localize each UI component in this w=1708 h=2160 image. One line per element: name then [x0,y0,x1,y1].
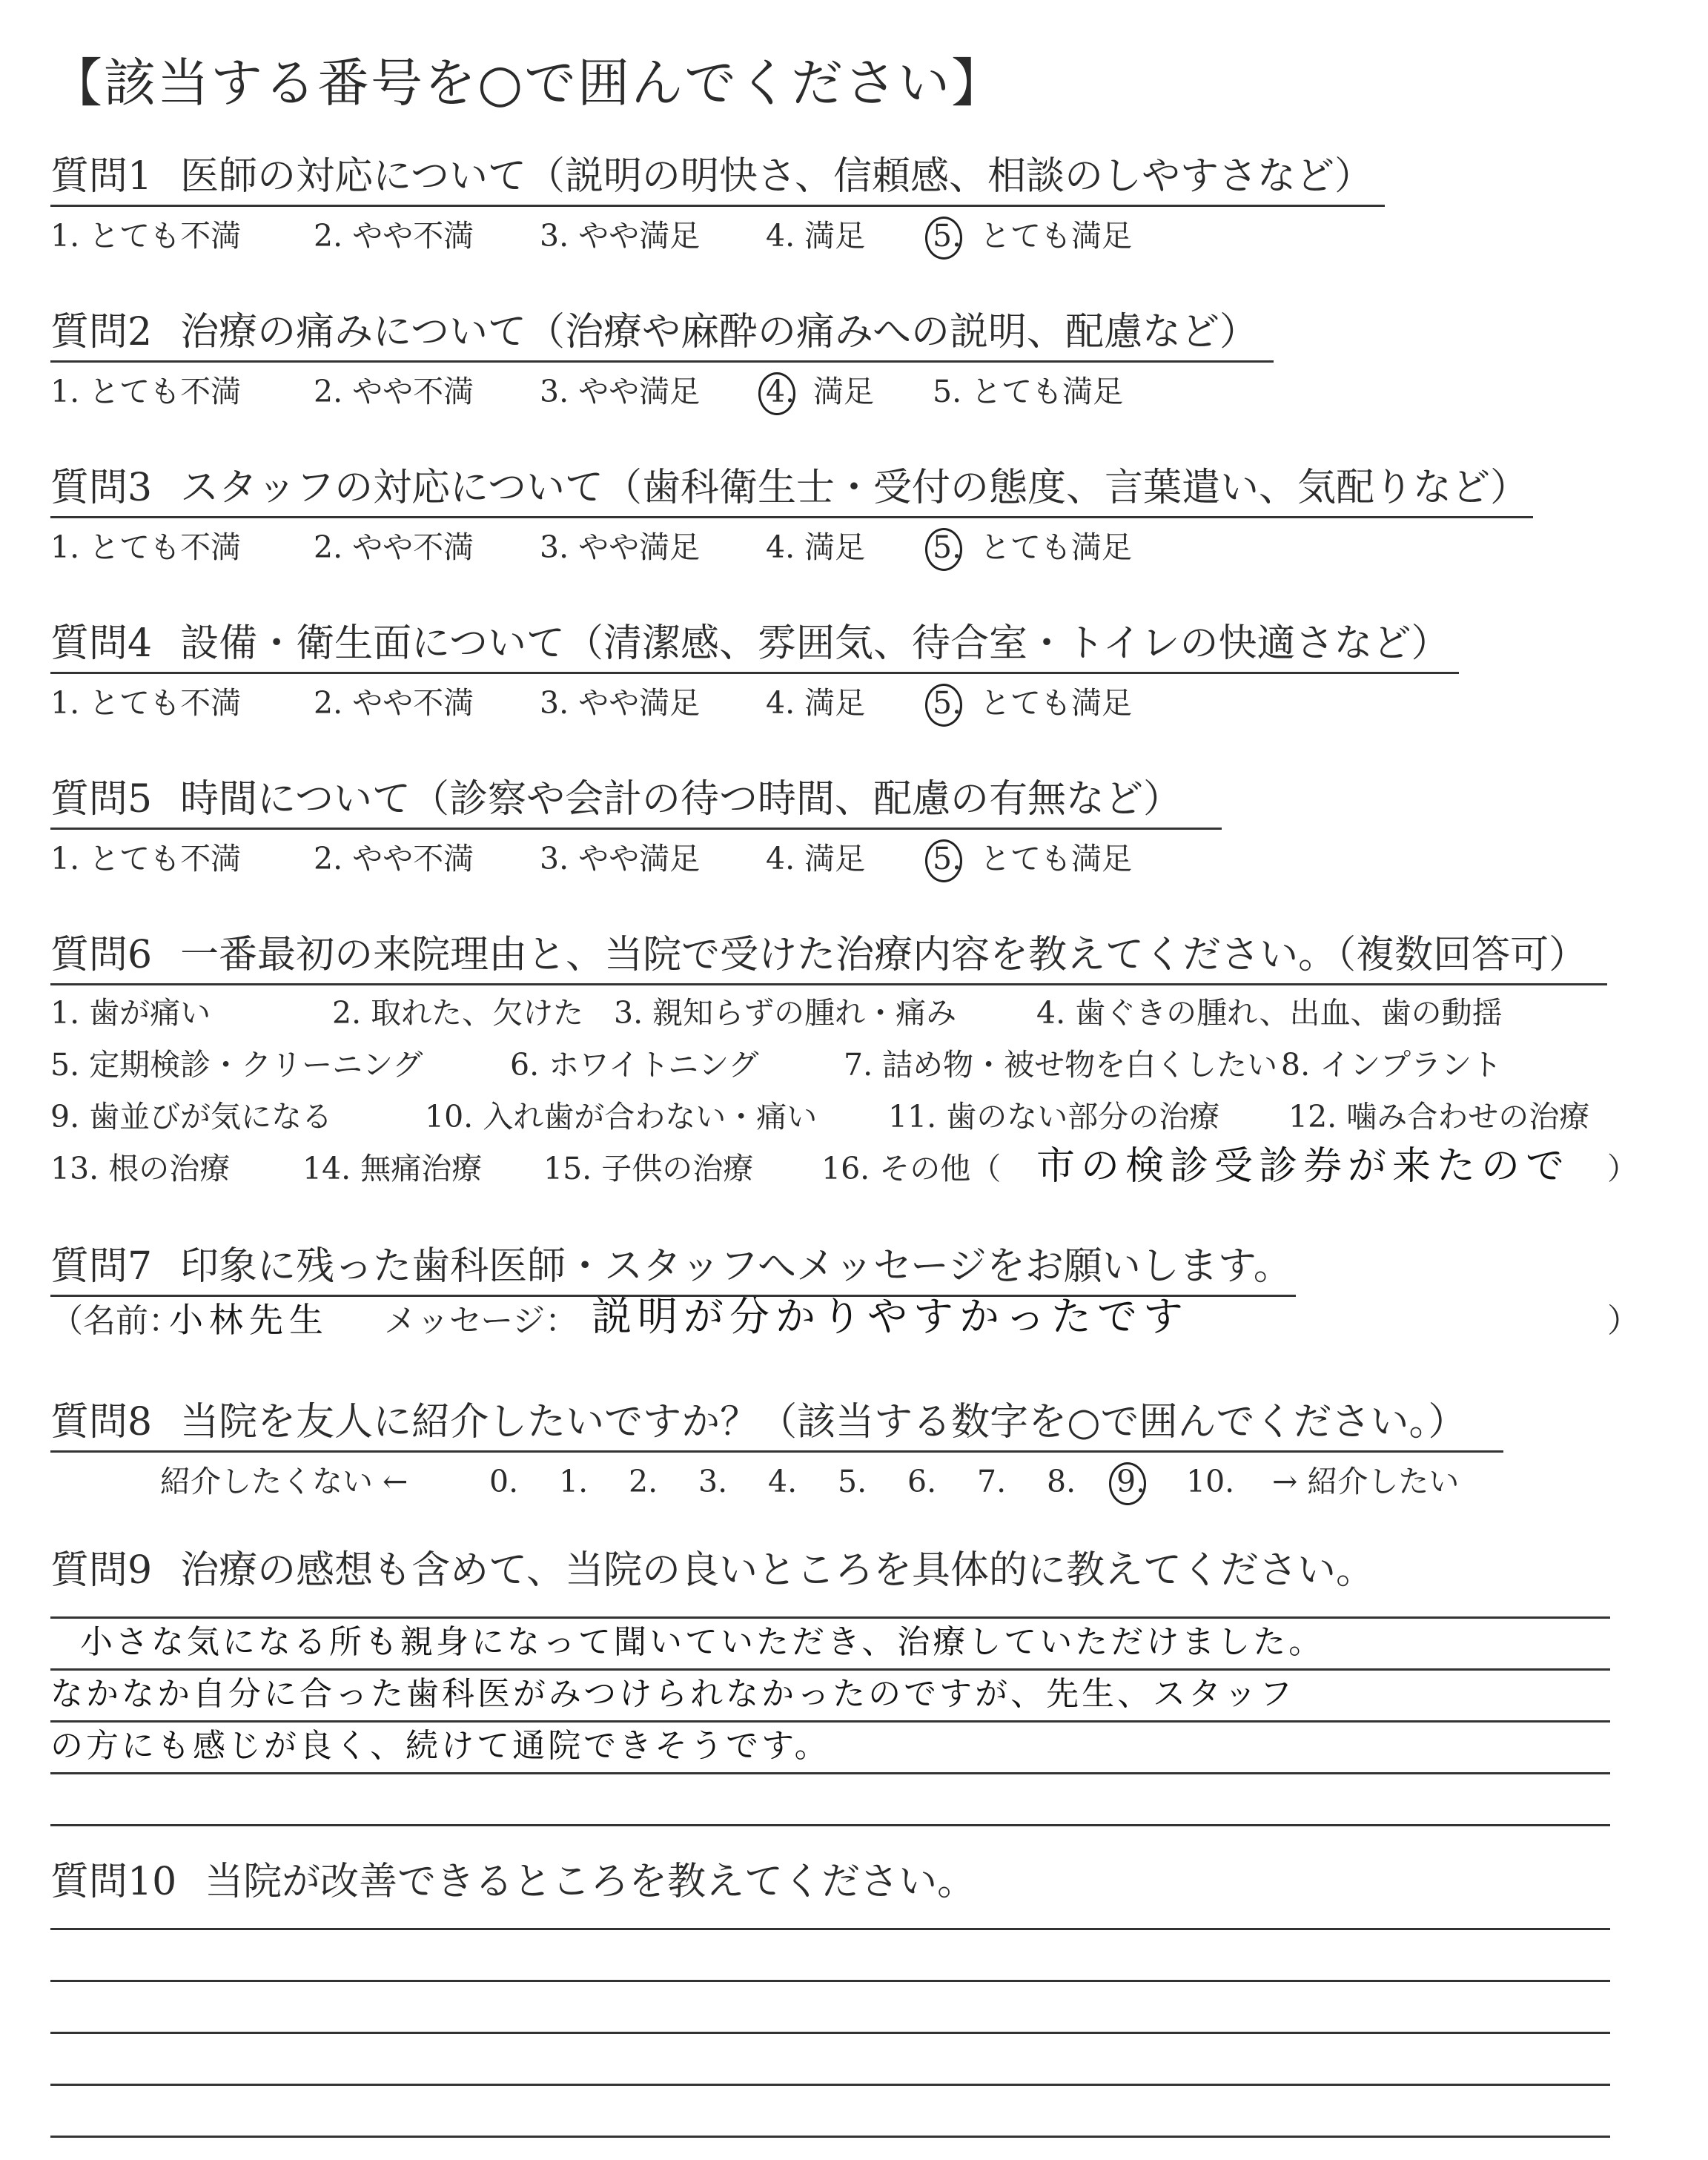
q10-ruled-line-1[interactable] [50,1928,1610,1930]
q5-selected-label: とても満足 [980,841,1132,876]
q4-option-5[interactable] [933,681,1132,725]
q5-selected-mark: 5. [933,836,980,881]
question-10-heading [50,1854,1088,1910]
q3-option-2[interactable]: 2. やや不満 [314,529,474,565]
q4-option-4[interactable]: 4. 満足 [766,685,866,721]
q6-option-4[interactable]: 4. 歯ぐきの腫れ、出血、歯の動揺 [1036,995,1503,1031]
question-8-heading [50,1394,1503,1453]
q4-option-3[interactable]: 3. やや満足 [540,685,701,721]
q6-option-5[interactable]: 5. 定期検診・クリーニング [50,1047,423,1083]
q1-option-3[interactable]: 3. やや満足 [540,218,701,254]
q5-option-4[interactable]: 4. 満足 [766,841,866,876]
question-6-heading [50,927,1607,985]
q9-answer-line-1[interactable]: 小さな気になる所も親身になって聞いていただき、治療していただけました。 [80,1623,1325,1661]
q1-option-2[interactable]: 2. やや不満 [314,218,474,254]
q3-selected-mark: 5. [933,525,980,569]
q6-option-16[interactable]: 16. その他（ [821,1151,1002,1186]
q8-scale-10[interactable]: 10. [1186,1464,1235,1499]
q8-scale-9[interactable] [1116,1459,1164,1504]
q2-option-2[interactable]: 2. やや不満 [314,374,474,409]
q8-scale-6[interactable]: 6. [907,1464,937,1499]
question-5-heading [50,771,1222,830]
q6-option-9[interactable]: 9. 歯並びが気になる [50,1099,333,1135]
q10-ruled-line-5[interactable] [50,2136,1610,2138]
q2-selected-mark: 4. [766,369,813,414]
question-9-number: 質問9 [50,1548,153,1593]
q6-option-3[interactable]: 3. 親知らずの腫れ・痛み [614,995,957,1031]
q1-option-5[interactable] [933,214,1132,258]
question-10-number: 質問10 [50,1860,177,1904]
q1-option-1[interactable]: 1. とても不満 [50,218,242,254]
q6-close-paren: ） [1607,1151,1638,1186]
q8-scale-8[interactable]: 8. [1047,1464,1076,1499]
q8-scale-1[interactable]: 1. [559,1464,589,1499]
q7-message-label: メッセージ： [384,1302,578,1340]
q5-option-1[interactable]: 1. とても不満 [50,841,242,876]
question-3-text: スタッフの対応について（歯科衛生士・受付の態度、言葉遣い、気配りなど） [180,466,1529,510]
q9-answer-line-2[interactable]: なかなか自分に合った歯科医がみつけられなかったのですが、先生、スタッフ [50,1675,1296,1713]
question-7-text: 印象に残った歯科医師・スタッフへメッセージをお願いします。 [180,1244,1292,1289]
question-2-heading [50,304,1274,363]
q5-option-2[interactable]: 2. やや不満 [314,841,474,876]
q7-message-value[interactable]: 説明が分かりやすかったです [592,1293,1189,1340]
q7-name-label: （名前： [50,1302,181,1340]
question-4-heading [50,615,1459,674]
question-7-number: 質問7 [50,1244,153,1289]
question-5-text: 時間について（診察や会計の待つ時間、配慮の有無など） [180,777,1182,822]
q2-selected-label: 満足 [813,374,874,409]
q10-ruled-line-4[interactable] [50,2084,1610,2086]
q8-left-label: 紹介したくない ← [160,1464,408,1499]
q3-selected-label: とても満足 [980,529,1132,565]
q2-option-3[interactable]: 3. やや満足 [540,374,701,409]
q2-option-4[interactable] [766,369,874,414]
question-10-text: 当院が改善できるところを教えてください。 [205,1860,976,1904]
q6-other-answer[interactable]: 市の検診受診券が来たので [1036,1144,1571,1189]
q3-option-5[interactable] [933,525,1132,569]
q5-option-5[interactable] [933,836,1132,881]
q8-scale-3[interactable]: 3. [698,1464,728,1499]
q6-option-10[interactable]: 10. 入れ歯が合わない・痛い [425,1099,818,1135]
q5-option-3[interactable]: 3. やや満足 [540,841,701,876]
q3-option-1[interactable]: 1. とても不満 [50,529,242,565]
question-1-number: 質問1 [50,154,153,199]
q3-option-3[interactable]: 3. やや満足 [540,529,701,565]
q7-close-paren: ） [1607,1302,1640,1340]
q6-option-1[interactable]: 1. 歯が痛い [50,995,211,1031]
question-5-number: 質問5 [50,777,153,822]
q8-scale-5[interactable]: 5. [838,1464,867,1499]
q6-option-15[interactable]: 15. 子供の治療 [543,1151,754,1186]
q8-selected-mark: 9. [1116,1459,1164,1504]
question-8-number: 質問8 [50,1400,153,1444]
q1-selected-label: とても満足 [980,218,1132,254]
page-title: 【該当する番号を○で囲んでください】 [50,53,1005,113]
q10-ruled-line-2[interactable] [50,1980,1610,1982]
q8-right-label: → 紹介したい [1272,1464,1460,1499]
q6-option-14[interactable]: 14. 無痛治療 [302,1151,483,1186]
q8-scale-7[interactable]: 7. [977,1464,1007,1499]
q6-option-11[interactable]: 11. 歯のない部分の治療 [888,1099,1220,1135]
q9-answer-line-3[interactable]: の方にも感じが良く、続けて通院できそうです。 [50,1727,830,1765]
q8-scale-4[interactable]: 4. [768,1464,798,1499]
q4-option-2[interactable]: 2. やや不満 [314,685,474,721]
question-4-number: 質問4 [50,621,153,666]
question-8-text: 当院を友人に紹介したいですか？（該当する数字を○で囲んでください。） [180,1400,1467,1444]
q8-scale-2[interactable]: 2. [629,1464,658,1499]
q4-option-1[interactable]: 1. とても不満 [50,685,242,721]
q6-option-8[interactable]: 8. インプラント [1281,1047,1503,1083]
question-6-text: 一番最初の来院理由と、当院で受けた治療内容を教えてください。（複数回答可） [180,933,1588,977]
q6-option-7[interactable]: 7. 詰め物・被せ物を白くしたい [844,1047,1278,1083]
question-4-text: 設備・衛生面について（清潔感、雰囲気、待合室・トイレの快適さなど） [180,621,1450,666]
question-3-heading [50,460,1533,518]
q4-selected-mark: 5. [933,681,980,725]
q1-option-4[interactable]: 4. 満足 [766,218,866,254]
q6-option-13[interactable]: 13. 根の治療 [50,1151,231,1186]
question-6-number: 質問6 [50,933,153,977]
q1-selected-mark: 5. [933,214,980,258]
q6-option-6[interactable]: 6. ホワイトニング [510,1047,759,1083]
q9-ruled-line-4 [50,1772,1610,1774]
question-9-heading [50,1542,1422,1599]
question-2-number: 質問2 [50,310,153,354]
question-1-heading [50,148,1385,207]
question-7-heading [50,1238,1296,1297]
q3-option-4[interactable]: 4. 満足 [766,529,866,565]
q2-option-1[interactable]: 1. とても不満 [50,374,242,409]
q8-scale-0[interactable]: 0. [489,1464,519,1499]
q6-option-12[interactable]: 12. 噛み合わせの治療 [1288,1099,1590,1135]
q9-ruled-line-5 [50,1824,1610,1826]
question-1-text: 医師の対応について（説明の明快さ、信頼感、相談のしやすさなど） [180,154,1373,199]
q10-ruled-line-3[interactable] [50,2032,1610,2034]
question-9-text: 治療の感想も含めて、当院の良いところを具体的に教えてください。 [180,1548,1375,1593]
question-3-number: 質問3 [50,466,153,510]
question-2-text: 治療の痛みについて（治療や麻酔の痛みへの説明、配慮など） [180,310,1259,354]
q2-option-5[interactable]: 5. とても満足 [933,374,1124,409]
q6-option-2[interactable]: 2. 取れた、欠けた [332,995,584,1031]
q4-selected-label: とても満足 [980,685,1132,721]
q7-name-value[interactable]: 小林先生 [169,1300,329,1340]
